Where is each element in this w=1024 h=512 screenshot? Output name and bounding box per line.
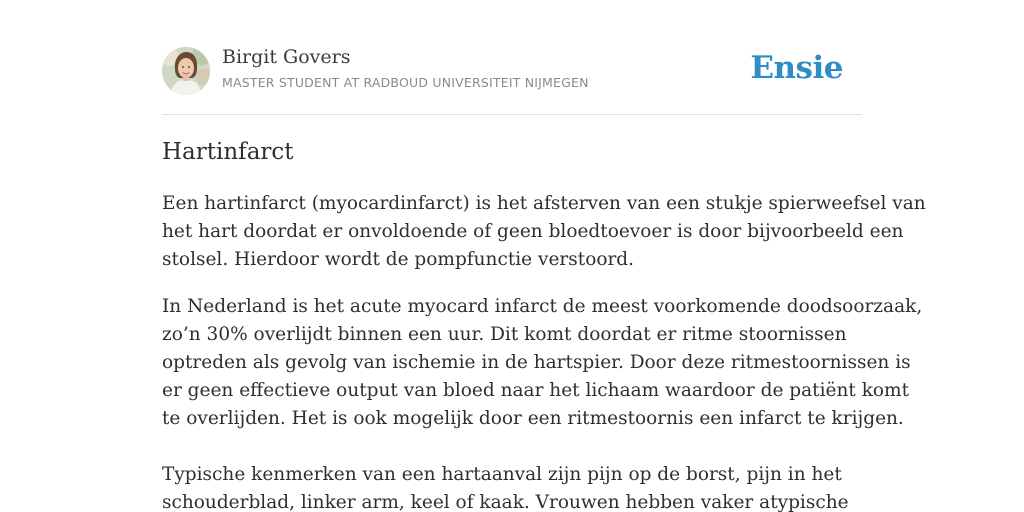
line-break <box>162 433 862 461</box>
article-title: Hartinfarct <box>162 139 294 165</box>
paragraph-line: Typische kenmerken van een hartaanval zijn pijn op de borst, pijn in het <box>162 464 842 485</box>
article-paragraph <box>162 190 926 274</box>
paragraph-line: Een hartinfarct (myocardinfarct) is het afsterven van een stukje spierweefsel van <box>162 193 926 214</box>
author-role: MASTER STUDENT AT RADBOUD UNIVERSITEIT NIJMEGEN <box>222 75 589 90</box>
paragraph-line: te overlijden. Het is ook mogelijk door een ritmestoornis een infarct te krijgen. <box>162 408 904 429</box>
paragraph-line: zo’n 30% overlijdt binnen een uur. Dit komt doordat er ritme stoornissen <box>162 324 847 345</box>
paragraph-line: het hart doordat er onvoldoende of geen bloedtoevoer is door bijvoorbeeld een <box>162 221 904 242</box>
ensie-logo[interactable]: Ensie <box>750 50 843 86</box>
author-header <box>162 44 862 115</box>
author-avatar[interactable] <box>162 47 210 95</box>
paragraph-line: schouderblad, linker arm, keel of kaak. Vrouwen hebben vaker atypische <box>162 492 849 512</box>
paragraph-line: stolsel. Hierdoor wordt de pompfunctie verstoord. <box>162 249 635 270</box>
paragraph-line: In Nederland is het acute myocard infarct de meest voorkomende doodsoorzaak, <box>162 296 923 317</box>
author-name[interactable]: Birgit Govers <box>222 46 351 68</box>
article-paragraph <box>162 293 923 512</box>
article <box>162 136 926 512</box>
paragraph-line: optreden als gevolg van ischemie in de hartspier. Door deze ritmestoornissen is <box>162 352 911 373</box>
avatar-photo <box>162 47 210 95</box>
paragraph-line: er geen effectieve output van bloed naar het lichaam waardoor de patiënt komt <box>162 380 910 401</box>
